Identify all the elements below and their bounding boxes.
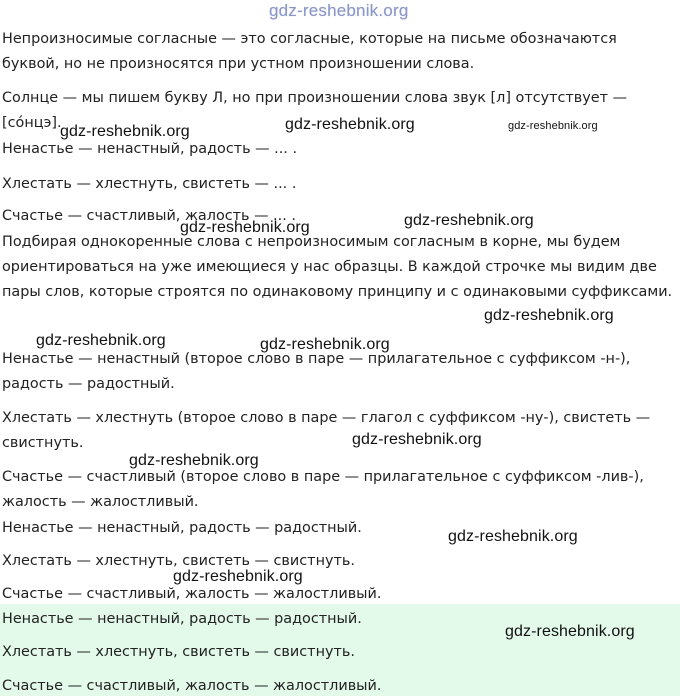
analysis-item: Счастье — счастливый (второе слово в паре — прилагательное с суффиксом -лив-), жалость — жалостливый. — [2, 469, 644, 510]
analysis-item: Хлестать — хлестнуть (второе слово в паре — глагол с суффиксом -ну-), свистеть — свистнуть. — [2, 410, 651, 451]
result-line: Хлестать — хлестнуть, свистеть — свистнуть. — [2, 553, 355, 569]
answer-line: Хлестать — хлестнуть, свистеть — свистнуть. — [2, 644, 355, 660]
result-line: Счастье — счастливый, жалость — жалостливый. — [2, 586, 382, 602]
task-line: Счастье — счастливый, жалость — ... . — [2, 208, 296, 224]
definition-paragraph: Непроизносимые согласные — это согласные, которые на письме обозначаются буквой, но не произносятся при устном произношении слова. — [2, 31, 617, 72]
watermark: gdz-reshebnik.org — [448, 528, 578, 545]
answer-line: Ненастье — ненастный, радость — радостный. — [2, 611, 362, 627]
watermark: gdz-reshebnik.org — [285, 116, 415, 133]
watermark: gdz-reshebnik.org — [173, 568, 303, 585]
watermark-top: gdz-reshebnik.org — [269, 1, 409, 20]
example-paragraph: Солнце — мы пишем букву Л, но при произношении слова звук [л] отсутствует — [со́нцэ]. — [2, 90, 628, 131]
watermark: gdz-reshebnik.org — [60, 123, 190, 140]
watermark: gdz-reshebnik.org — [484, 307, 614, 324]
watermark: gdz-reshebnik.org — [129, 452, 259, 469]
watermark: gdz-reshebnik.org — [505, 623, 635, 640]
analysis-item: Ненастье — ненастный (второе слово в паре — прилагательное с суффиксом -н-), радость — радостный. — [2, 351, 631, 392]
answer-line: Счастье — счастливый, жалость — жалостливый. — [2, 678, 382, 694]
result-line: Ненастье — ненастный, радость — радостный. — [2, 520, 362, 536]
task-line: Хлестать — хлестнуть, свистеть — ... . — [2, 176, 297, 192]
watermark: gdz-reshebnik.org — [260, 336, 390, 353]
task-line: Ненастье — ненастный, радость — ... . — [2, 141, 298, 157]
watermark: gdz-reshebnik.org — [36, 332, 166, 349]
watermark: gdz-reshebnik.org — [352, 431, 482, 448]
explanation-paragraph: Подбирая однокоренные слова с непроизносимым согласным в корне, мы будем ориентироваться на уже имеющиеся у нас образцы. В каждой строчке мы видим две пары слов, которые строятся по одинаковому принципу и с одинаковыми суффиксами. — [2, 234, 673, 300]
watermark: gdz-reshebnik.org — [404, 212, 534, 229]
watermark: gdz-reshebnik.org — [508, 120, 598, 132]
watermark: gdz-reshebnik.org — [180, 219, 310, 236]
